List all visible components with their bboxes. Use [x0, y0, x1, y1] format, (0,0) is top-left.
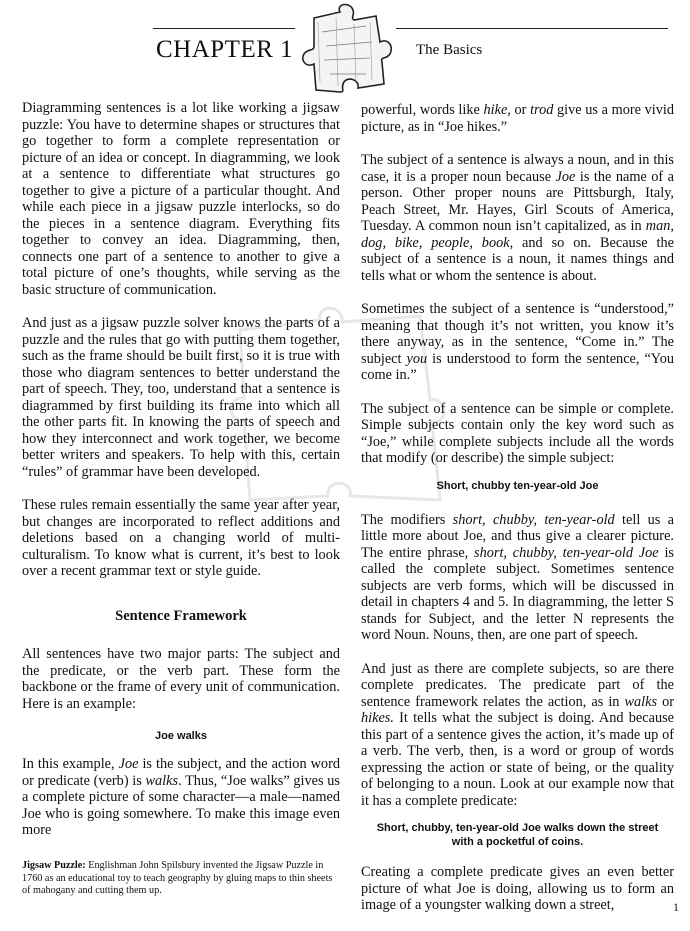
header-rule-right	[396, 28, 668, 29]
paragraph: These rules remain essentially the same year after year, but changes are incorporated to reflect additions and deletions based on a changing world of multi-culturalism. To know what is current, it’s best to look over a recent grammar text or style guide.	[22, 497, 340, 579]
puzzle-piece-icon	[296, 2, 396, 94]
paragraph: Creating a complete predicate gives an even better picture of what Joe is doing, allowing us to form an image of a youngster walking down a street,	[361, 864, 674, 913]
section-heading: Sentence Framework	[115, 607, 247, 624]
paragraph: The subject of a sentence can be simple or complete. Simple subjects contain only the key word such as “Joe,” while complete subjects include all the words that modify (or describe) the simple subject:	[361, 400, 674, 466]
example-sentence: Short, chubby ten-year-old Joe	[436, 479, 599, 492]
paragraph: All sentences have two major parts: The subject and the predicate, or the verb part. These form the backbone or the frame of every unit of communication. Here is an example:	[22, 646, 340, 712]
example-sentence: Joe walks	[155, 730, 207, 742]
paragraph: The subject of a sentence is always a noun, and in this case, it is a proper noun because Joe is the name of a person. Other proper nouns are Pittsburgh, Italy, Peach Street, Mr. Hayes, Girl Scouts of America, Tuesday. A common noun isn’t capitalized, as in man, dog, bike, people, book, and so on. Because the subject of a sentence is a noun, it names things and tells what or whom the sentence is about.	[361, 152, 675, 284]
paragraph: The modifiers short, chubby, ten-year-old tell us a little more about Joe, and thus give a clearer picture. The entire phrase, short, chubby, ten-year-old Joe is called the complete subject. Sometimes sentence subjects are verb forms, which will be discussed in detail in chapters 4 and 5. In diagramming, the letter S stands for Subject, and the letter N represents the word Noun. Nouns, then, are one part of speech.	[361, 511, 674, 643]
header-rule-left	[153, 28, 295, 29]
section-name: The Basics	[416, 42, 483, 58]
paragraph: Diagramming sentences is a lot like working a jigsaw puzzle: You have to determine shapes or structures that go together to form a complete representation or picture of an idea or concept. In diagramming, we look at a sentence to differentiate what structures go together to give a picture of a particular thought. And while each piece in a jigsaw puzzle interlocks, so do the pieces in a sentence diagram. Everything fits together to convey an idea. Diagramming, then, connects one part of a sentence to another to give a total picture of one’s thoughts, while serving as the basic structure of communication.	[22, 100, 340, 298]
paragraph: In this example, Joe is the subject, and the action word or predicate (verb) is walks. Thus, “Joe walks” gives us a complete picture of some character—a male—named Joe who is going somewhere. To make this image even more	[22, 756, 340, 838]
paragraph: And just as a jigsaw puzzle solver knows the parts of a puzzle and the rules that go with putting them together, such as the frame should be built first, so it is true with those who diagram sentences to better understand the part of speech. They, too, understand that a sentence is diagrammed by first building its frame into which all the other parts fit. In knowing the parts of speech and how they interconnect and work together, we become better writers and speakers. To help with this, certain “rules” of grammar have been developed.	[22, 315, 340, 480]
paragraph: And just as there are complete subjects, so are there complete predicates. The predicate part of the sentence framework relates the action, as in walks or hikes. It tells what the subject is doing. And because this part of a sentence gives the action, it’s made up of a verb. The verb, then, is a word or group of words expressing the action or state of being, or the quality of belonging to a noun. Look at our example now that it has a complete predicate:	[361, 660, 675, 809]
left-column	[22, 100, 340, 856]
paragraph: powerful, words like hike, or trod give us a more vivid picture, as in “Joe hikes.”	[361, 102, 674, 135]
paragraph: Sometimes the subject of a sentence is “understood,” meaning that though it’s not written, you know it’s there anyway, as in the sentence, “Come in.” The subject you is understood to form the sentence, “You come in.”	[361, 301, 674, 383]
example-sentence: Short, chubby, ten-year-old Joe walks down the street with a pocketful of coins.	[376, 822, 659, 848]
chapter-title: CHAPTER 1	[156, 36, 294, 63]
right-column	[361, 102, 674, 931]
footnote: Jigsaw Puzzle: Englishman John Spilsbury invented the Jigsaw Puzzle in 1760 as an educational toy to teach geography by gluing maps to thin sheets of mahogany and cutting them up.	[22, 860, 333, 896]
page-number: 1	[673, 900, 679, 914]
